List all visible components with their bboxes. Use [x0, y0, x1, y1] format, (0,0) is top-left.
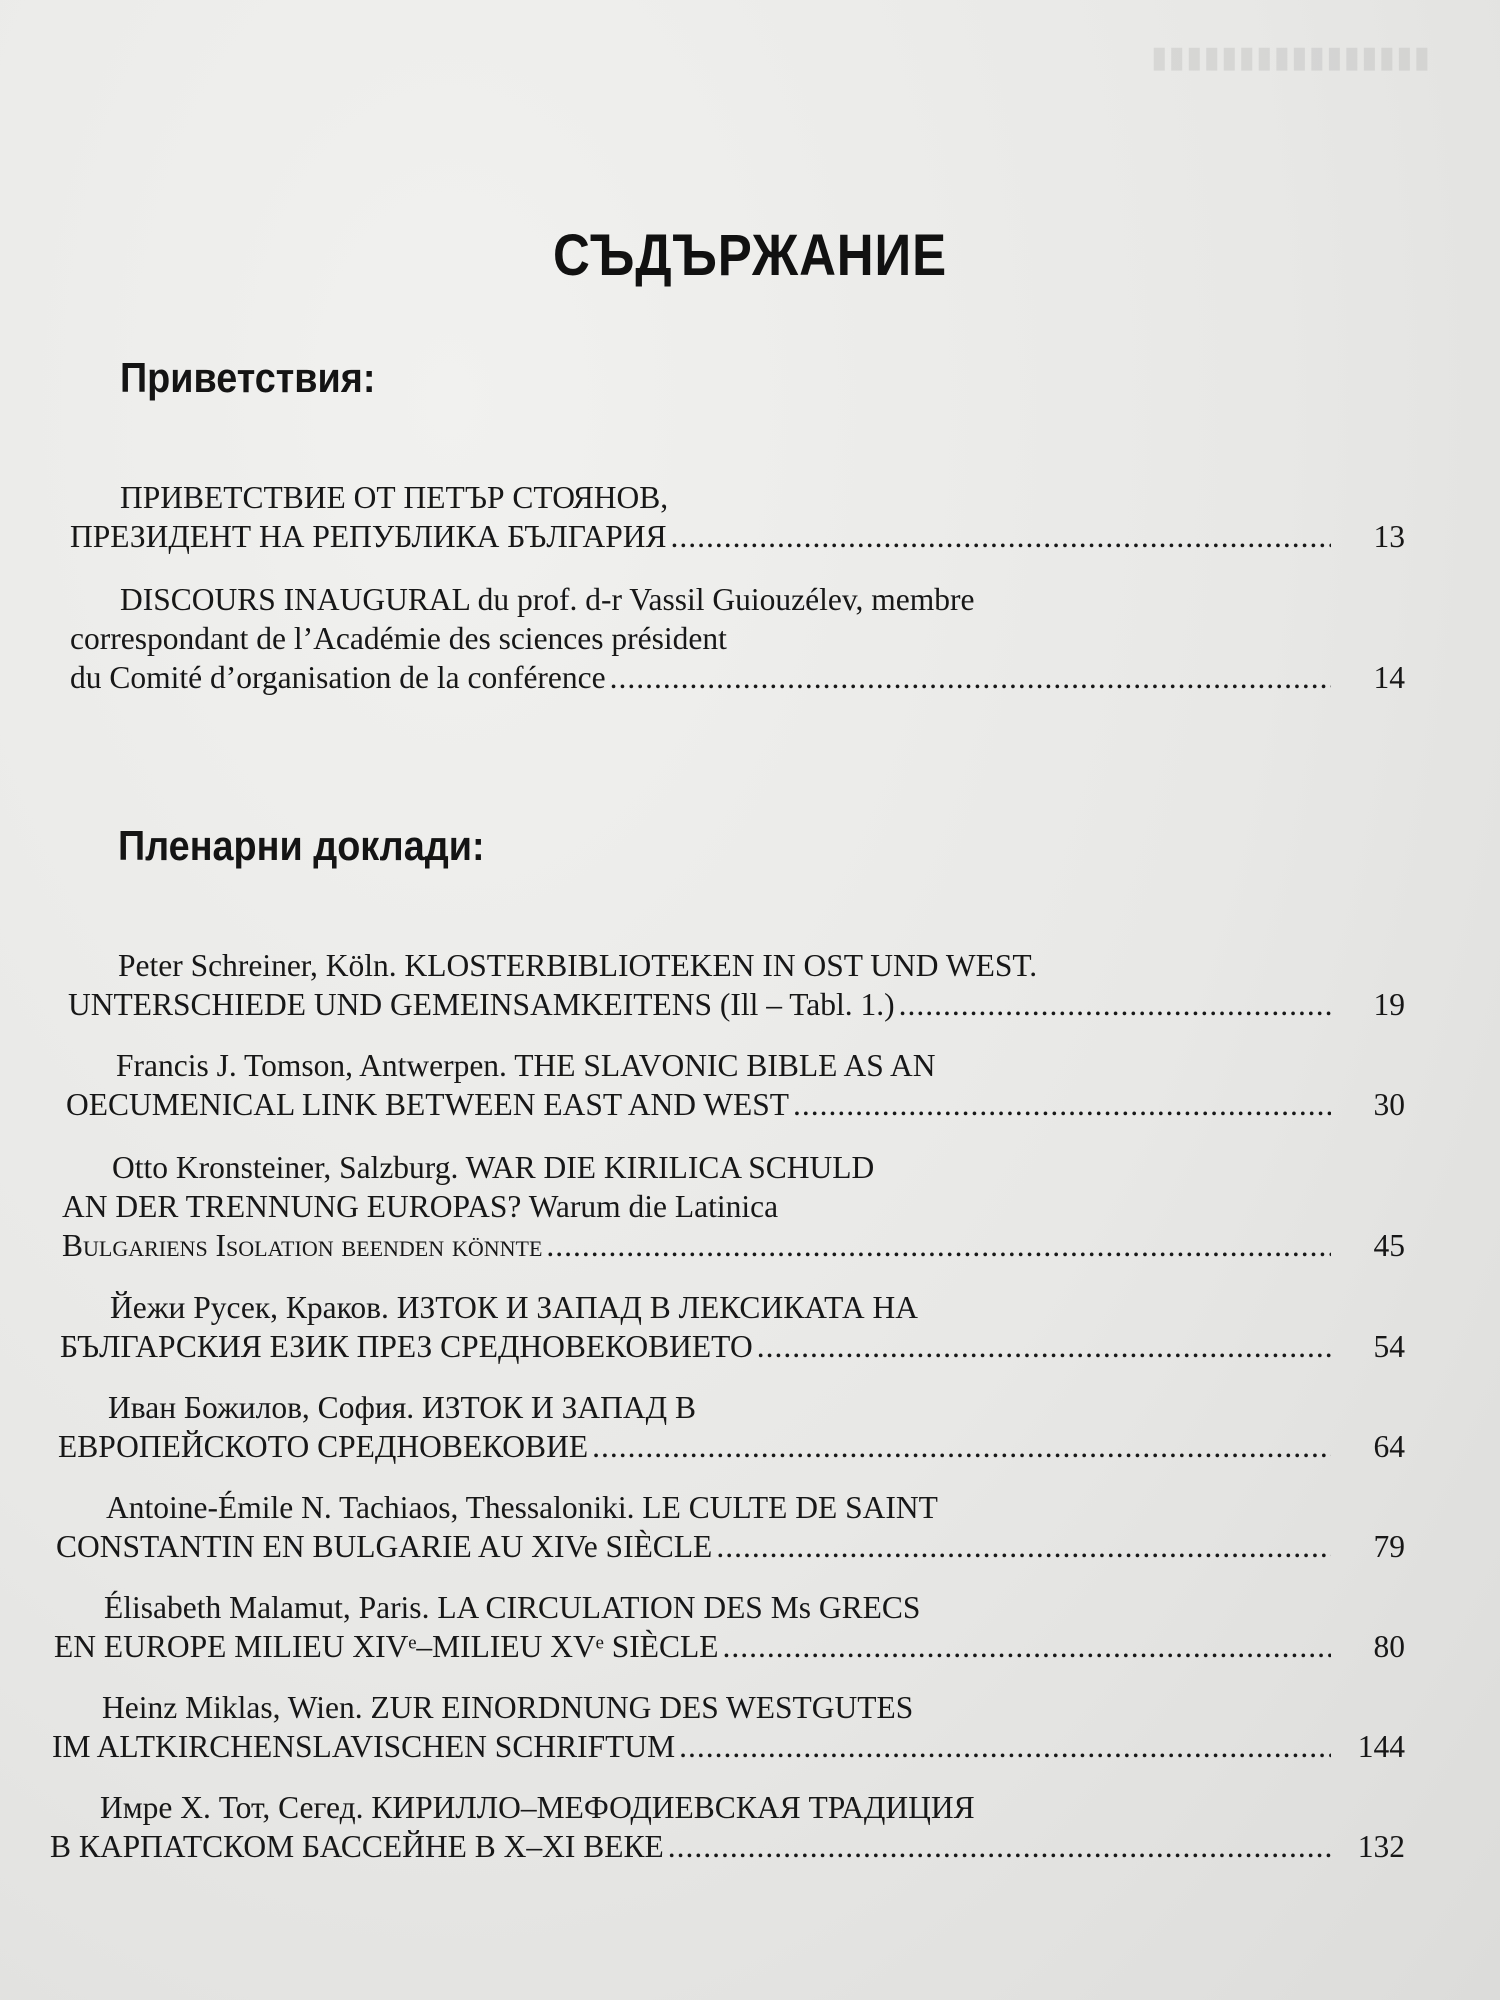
- leader-dots: [899, 985, 1331, 1024]
- leader-dots: [757, 1327, 1331, 1366]
- toc-entry-line: Heinz Miklas, Wien. ZUR EINORDNUNG DES WESTGUTES: [102, 1690, 914, 1725]
- leader-dots: [671, 517, 1331, 556]
- toc-entry[interactable]: [66, 1046, 1405, 1124]
- toc-entry-line: Otto Kronsteiner, Salzburg. WAR DIE KIRILICA SCHULD: [112, 1150, 875, 1185]
- page-number: 54: [1373, 1329, 1405, 1364]
- toc-entry-line: ПРЕЗИДЕНТ НА РЕПУБЛИКА БЪЛГАРИЯ: [70, 519, 667, 554]
- toc-entry-line: ЕВРОПЕЙСКОТО СРЕДНОВЕКОВИЕ: [58, 1429, 589, 1464]
- toc-entry-line: du Comité d’organisation de la conférence: [70, 660, 606, 695]
- toc-entry-line: AN DER TRENNUNG EUROPAS? Warum die Latinica: [62, 1189, 779, 1224]
- toc-entry-line: Peter Schreiner, Köln. KLOSTERBIBLIOTEKEN IN OST UND WEST.: [118, 948, 1038, 983]
- leader-dots: [610, 658, 1331, 697]
- toc-entry[interactable]: [54, 1588, 1405, 1666]
- page-number: 132: [1357, 1829, 1405, 1864]
- toc-entry-line: Иван Божилов, София. ИЗТОК И ЗАПАД В: [108, 1390, 696, 1425]
- toc-entry[interactable]: [62, 1148, 1405, 1265]
- toc-entry-line: Antoine-Émile N. Tachiaos, Thessaloniki. LE CULTE DE SAINT: [106, 1490, 938, 1525]
- toc-entry[interactable]: [50, 1788, 1405, 1866]
- toc-entry-line: ПРИВЕТСТВИЕ ОТ ПЕТЪР СТОЯНОВ,: [120, 480, 669, 515]
- page-number: 13: [1373, 519, 1405, 554]
- leader-dots: [546, 1226, 1331, 1265]
- toc-entry[interactable]: [58, 1388, 1405, 1466]
- page-title: СЪДЪРЖАНИЕ: [552, 223, 948, 288]
- toc-entry-line: IM ALTKIRCHENSLAVISCHEN SCHRIFTUM: [52, 1729, 676, 1764]
- toc-entry[interactable]: [56, 1488, 1405, 1566]
- toc-entry-line: correspondant de l’Académie des sciences président: [70, 621, 727, 656]
- page-number: 79: [1373, 1529, 1405, 1564]
- toc-entry-line: Имре Х. Тот, Сегед. КИРИЛЛО–МЕФОДИЕВСКАЯ ТРАДИЦИЯ: [100, 1790, 975, 1825]
- toc-entry[interactable]: [70, 580, 1405, 697]
- toc-entry-line: В КАРПАТСКОМ БАССЕЙНЕ В Х–ХI ВЕКЕ: [50, 1829, 664, 1864]
- leader-dots: [722, 1627, 1331, 1666]
- toc-entry-line: UNTERSCHIEDE UND GEMEINSAMKEITENS (Ill – Tabl. 1.): [68, 987, 895, 1022]
- leader-dots: [716, 1527, 1331, 1566]
- page-number: 45: [1373, 1228, 1405, 1263]
- page-number: 64: [1373, 1429, 1405, 1464]
- bleed-through-texture: ▮▮▮▮▮▮▮▮▮▮▮▮▮▮▮▮: [1149, 41, 1430, 74]
- toc-entry-line: DISCOURS INAUGURAL du prof. d-r Vassil Guiouzélev, membre: [120, 582, 975, 617]
- toc-entry-line: Йежи Русек, Краков. ИЗТОК И ЗАПАД В ЛЕКСИКАТА НА: [110, 1290, 918, 1325]
- section-heading-greetings: Приветствия:: [120, 354, 376, 401]
- toc-entry-line: Élisabeth Malamut, Paris. LA CIRCULATION DES Ms GRECS: [104, 1590, 921, 1625]
- toc-entry[interactable]: [60, 1288, 1405, 1366]
- toc-entry[interactable]: [52, 1688, 1405, 1766]
- page-number: 14: [1373, 660, 1405, 695]
- page-number: 19: [1373, 987, 1405, 1022]
- leader-dots: [793, 1085, 1331, 1124]
- leader-dots: [679, 1727, 1331, 1766]
- toc-entry-line: CONSTANTIN EN BULGARIE AU XIVe SIÈCLE: [56, 1529, 713, 1564]
- leader-dots: [668, 1827, 1331, 1866]
- toc-entry-line: БЪЛГАРСКИЯ ЕЗИК ПРЕЗ СРЕДНОВЕКОВИЕТО: [60, 1329, 753, 1364]
- toc-entry-line: Francis J. Tomson, Antwerpen. THE SLAVONIC BIBLE AS AN: [116, 1048, 936, 1083]
- toc-entry[interactable]: [70, 478, 1405, 556]
- page-number: 80: [1373, 1629, 1405, 1664]
- toc-entry-line: OECUMENICAL LINK BETWEEN EAST AND WEST: [66, 1087, 789, 1122]
- toc-entry-line: Bulgariens Isolation beenden könnte: [62, 1228, 543, 1263]
- page-number: 144: [1357, 1729, 1405, 1764]
- leader-dots: [592, 1427, 1331, 1466]
- toc-entry[interactable]: [68, 946, 1405, 1024]
- section-heading-plenary: Пленарни доклади:: [118, 822, 485, 869]
- page-number: 30: [1373, 1087, 1405, 1122]
- toc-entry-line: EN EUROPE MILIEU XIVᵉ–MILIEU XVᵉ SIÈCLE: [54, 1629, 719, 1664]
